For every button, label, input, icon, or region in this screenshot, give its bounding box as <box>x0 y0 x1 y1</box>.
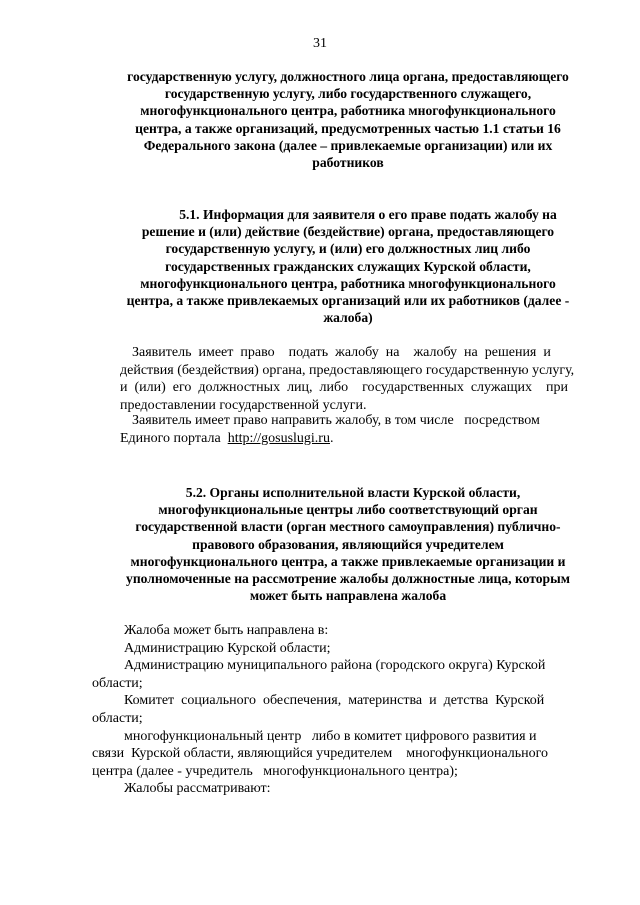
section-heading-line: многофункционального центра, а также привлекаемые организации и <box>130 553 566 569</box>
section-heading-line: государственных гражданских служащих Курской области, <box>165 258 531 274</box>
paragraph-line <box>120 430 598 448</box>
paragraph-line: Жалоба может быть направлена в: <box>124 623 329 638</box>
paragraph-text: Единого портала <box>120 430 228 446</box>
section-5-1-paragraph-2 <box>120 412 598 447</box>
paragraph-line: Заявитель имеет право направить жалобу, в том числе посредством <box>132 413 540 428</box>
paragraph-line: многофункциональный центр либо в комитет цифрового развития и <box>124 728 537 744</box>
paragraph-line: предоставлении государственной услуги. <box>120 397 367 413</box>
gosuslugi-link[interactable]: http://gosuslugi.ru <box>227 430 330 446</box>
paragraph-line: действия (бездействия) органа, предоставляющего государственную услугу, <box>120 362 575 378</box>
section-5-2-heading <box>88 484 608 604</box>
paragraph-line: и (или) его должностных лиц, либо государственных служащих при <box>120 380 568 396</box>
section-5-1-heading <box>88 206 608 326</box>
paragraph-line: центра (далее - учредитель многофункционального центра); <box>92 763 458 779</box>
intro-heading-line: государственную услугу, должностного лица органа, предоставляющего <box>127 69 569 84</box>
paragraph-line: Администрацию Курской области; <box>124 640 331 656</box>
section-heading-line: уполномоченные на рассмотрение жалобы должностные лица, которым <box>126 571 570 587</box>
section-heading-line: многофункционального центра, работника многофункционального <box>140 275 556 291</box>
paragraph-line: области; <box>92 675 143 691</box>
section-heading-line: государственную услугу, и (или) его должностных лиц либо <box>165 241 531 257</box>
section-heading-line: государственной власти (орган местного самоуправления) публично- <box>135 519 561 535</box>
paragraph-line: Жалобы рассматривают: <box>124 781 271 797</box>
intro-heading-line: работников <box>312 155 384 171</box>
intro-heading-line: государственную услугу, либо государственного служащего, <box>164 86 532 102</box>
paragraph-line: связи Курской области, являющийся учредителем многофункционального <box>92 746 549 762</box>
intro-heading-line: Федерального закона (далее – привлекаемые организации) или их <box>143 137 553 153</box>
section-heading-line: 5.2. Органы исполнительной власти Курской области, <box>185 485 521 500</box>
section-heading-line: решение и (или) действие (бездействие) органа, предоставляющего <box>141 224 555 240</box>
section-5-1-paragraph-1 <box>120 344 598 414</box>
intro-heading <box>88 68 608 171</box>
section-5-2-body <box>92 622 598 798</box>
paragraph-line: области; <box>92 710 143 726</box>
section-heading-line: может быть направлена жалоба <box>249 588 447 604</box>
section-heading-line: правового образования, являющийся учредителем <box>192 536 504 552</box>
paragraph-line: Администрацию муниципального района (городского округа) Курской <box>124 658 546 674</box>
paragraph-line: Заявитель имеет право подать жалобу на жалобу на решения и <box>132 345 551 360</box>
section-heading-line: 5.1. Информация для заявителя о его праве подать жалобу на <box>179 207 557 222</box>
intro-heading-line: многофункционального центра, работника многофункционального <box>140 103 556 119</box>
section-heading-line: многофункциональные центры либо соответствующий орган <box>158 502 538 518</box>
section-heading-line: центра, а также привлекаемых организаций или их работников (далее - <box>126 293 570 309</box>
page-number: 31 <box>313 36 327 51</box>
paragraph-text: . <box>329 430 334 446</box>
paragraph-line: Комитет социального обеспечения, материнства и детства Курской <box>124 693 545 709</box>
section-heading-line: жалоба) <box>323 310 373 326</box>
intro-heading-line: центра, а также организаций, предусмотренных частью 1.1 статьи 16 <box>135 120 561 136</box>
